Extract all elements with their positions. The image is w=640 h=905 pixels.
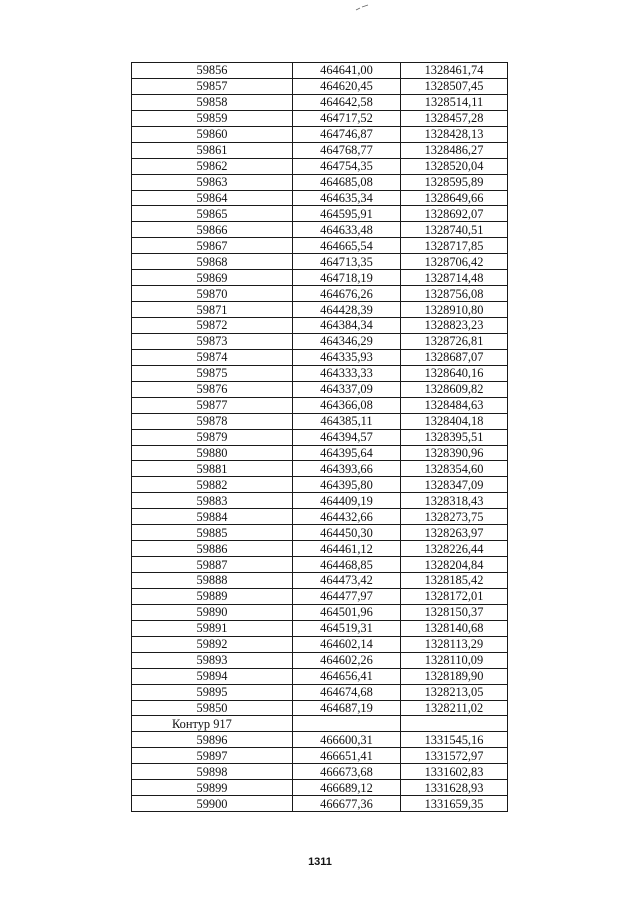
x-coordinate-cell: 464641,00 bbox=[293, 63, 401, 79]
table-row bbox=[132, 63, 508, 79]
point-id-cell: 59875 bbox=[132, 365, 293, 381]
x-coordinate-cell: 464713,35 bbox=[293, 254, 401, 270]
y-coordinate-cell: 1328395,51 bbox=[401, 429, 508, 445]
y-coordinate-cell: 1328263,97 bbox=[401, 525, 508, 541]
point-id-cell: 59891 bbox=[132, 620, 293, 636]
point-id-cell: 59883 bbox=[132, 493, 293, 509]
x-coordinate-cell: 464394,57 bbox=[293, 429, 401, 445]
y-coordinate-cell: 1331602,83 bbox=[401, 764, 508, 780]
table-row bbox=[132, 429, 508, 445]
y-coordinate-cell: 1328514,11 bbox=[401, 94, 508, 110]
x-coordinate-cell: 464768,77 bbox=[293, 142, 401, 158]
table-row bbox=[132, 238, 508, 254]
x-coordinate-cell: 464718,19 bbox=[293, 270, 401, 286]
x-coordinate-cell: 464746,87 bbox=[293, 126, 401, 142]
point-id-cell: 59886 bbox=[132, 541, 293, 557]
x-coordinate-cell: 464468,85 bbox=[293, 557, 401, 573]
table-row bbox=[132, 748, 508, 764]
point-id-cell: 59896 bbox=[132, 732, 293, 748]
x-coordinate-cell: 466673,68 bbox=[293, 764, 401, 780]
point-id-cell: 59857 bbox=[132, 78, 293, 94]
table-row bbox=[132, 780, 508, 796]
y-coordinate-cell: 1328226,44 bbox=[401, 541, 508, 557]
point-id-cell: 59872 bbox=[132, 318, 293, 334]
point-id-cell: 59869 bbox=[132, 270, 293, 286]
x-coordinate-cell: 464385,11 bbox=[293, 413, 401, 429]
table-row bbox=[132, 588, 508, 604]
x-coordinate-cell: 464366,08 bbox=[293, 397, 401, 413]
table-row bbox=[132, 302, 508, 318]
table-row bbox=[132, 732, 508, 748]
y-coordinate-cell: 1328486,27 bbox=[401, 142, 508, 158]
table-row bbox=[132, 573, 508, 589]
table-row bbox=[132, 636, 508, 652]
y-coordinate-cell: 1328273,75 bbox=[401, 509, 508, 525]
point-id-cell: 59870 bbox=[132, 286, 293, 302]
table-row bbox=[132, 222, 508, 238]
table-row bbox=[132, 413, 508, 429]
table-row bbox=[132, 174, 508, 190]
table-row bbox=[132, 78, 508, 94]
point-id-cell: 59889 bbox=[132, 588, 293, 604]
point-id-cell: 59878 bbox=[132, 413, 293, 429]
point-id-cell: 59884 bbox=[132, 509, 293, 525]
table-row bbox=[132, 700, 508, 716]
x-coordinate-cell: 466689,12 bbox=[293, 780, 401, 796]
y-coordinate-cell: 1328110,09 bbox=[401, 652, 508, 668]
x-coordinate-cell: 464687,19 bbox=[293, 700, 401, 716]
point-id-cell: 59887 bbox=[132, 557, 293, 573]
table-row bbox=[132, 509, 508, 525]
point-id-cell: 59893 bbox=[132, 652, 293, 668]
table-row bbox=[132, 445, 508, 461]
y-coordinate-cell: 1328461,74 bbox=[401, 63, 508, 79]
point-id-cell: 59894 bbox=[132, 668, 293, 684]
x-coordinate-cell: 464432,66 bbox=[293, 509, 401, 525]
point-id-cell: 59880 bbox=[132, 445, 293, 461]
x-coordinate-cell: 464461,12 bbox=[293, 541, 401, 557]
page-number: 1311 bbox=[308, 856, 332, 868]
point-id-cell: 59867 bbox=[132, 238, 293, 254]
y-coordinate-cell: 1328213,05 bbox=[401, 684, 508, 700]
point-id-cell: 59881 bbox=[132, 461, 293, 477]
x-coordinate-cell: 464602,14 bbox=[293, 636, 401, 652]
point-id-cell: 59888 bbox=[132, 573, 293, 589]
x-coordinate-cell: 464501,96 bbox=[293, 604, 401, 620]
y-coordinate-cell: 1331659,35 bbox=[401, 796, 508, 812]
table-row bbox=[132, 190, 508, 206]
scan-mark-icon bbox=[355, 4, 369, 12]
contour-label: Контур 917 bbox=[132, 716, 293, 732]
table-row bbox=[132, 270, 508, 286]
point-id-cell: 59861 bbox=[132, 142, 293, 158]
y-coordinate-cell: 1328520,04 bbox=[401, 158, 508, 174]
y-coordinate-cell: 1328318,43 bbox=[401, 493, 508, 509]
coordinates-table-body bbox=[132, 63, 508, 812]
table-row bbox=[132, 110, 508, 126]
x-coordinate-cell: 464450,30 bbox=[293, 525, 401, 541]
table-row bbox=[132, 525, 508, 541]
y-coordinate-cell: 1328204,84 bbox=[401, 557, 508, 573]
point-id-cell: 59873 bbox=[132, 333, 293, 349]
y-coordinate-cell: 1328140,68 bbox=[401, 620, 508, 636]
table-row bbox=[132, 796, 508, 812]
table-row bbox=[132, 318, 508, 334]
y-coordinate-cell: 1328211,02 bbox=[401, 700, 508, 716]
y-coordinate-cell: 1331572,97 bbox=[401, 748, 508, 764]
y-coordinate-cell: 1328484,63 bbox=[401, 397, 508, 413]
table-row bbox=[132, 668, 508, 684]
point-id-cell: 59865 bbox=[132, 206, 293, 222]
point-id-cell: 59874 bbox=[132, 349, 293, 365]
x-coordinate-cell: 464393,66 bbox=[293, 461, 401, 477]
table-row bbox=[132, 286, 508, 302]
point-id-cell: 59897 bbox=[132, 748, 293, 764]
y-coordinate-cell: 1328347,09 bbox=[401, 477, 508, 493]
point-id-cell: 59859 bbox=[132, 110, 293, 126]
table-row bbox=[132, 158, 508, 174]
point-id-cell: 59882 bbox=[132, 477, 293, 493]
y-coordinate-cell: 1328595,89 bbox=[401, 174, 508, 190]
x-coordinate-cell: 464620,45 bbox=[293, 78, 401, 94]
x-coordinate-cell: 464642,58 bbox=[293, 94, 401, 110]
x-coordinate-cell: 464477,97 bbox=[293, 588, 401, 604]
y-coordinate-cell: 1328507,45 bbox=[401, 78, 508, 94]
table-row bbox=[132, 684, 508, 700]
y-coordinate-cell: 1328740,51 bbox=[401, 222, 508, 238]
y-coordinate-cell: 1328706,42 bbox=[401, 254, 508, 270]
x-coordinate-cell: 464676,26 bbox=[293, 286, 401, 302]
x-coordinate-cell: 464333,33 bbox=[293, 365, 401, 381]
table-row bbox=[132, 254, 508, 270]
x-coordinate-cell: 464409,19 bbox=[293, 493, 401, 509]
x-coordinate-cell: 464685,08 bbox=[293, 174, 401, 190]
y-coordinate-cell: 1328823,23 bbox=[401, 318, 508, 334]
y-coordinate-cell: 1328910,80 bbox=[401, 302, 508, 318]
table-row bbox=[132, 764, 508, 780]
point-id-cell: 59850 bbox=[132, 700, 293, 716]
table-row bbox=[132, 477, 508, 493]
point-id-cell: 59862 bbox=[132, 158, 293, 174]
y-coordinate-cell: 1328457,28 bbox=[401, 110, 508, 126]
x-coordinate-cell: 464395,80 bbox=[293, 477, 401, 493]
y-coordinate-cell: 1328185,42 bbox=[401, 573, 508, 589]
x-coordinate-cell: 464335,93 bbox=[293, 349, 401, 365]
y-coordinate-cell: 1328649,66 bbox=[401, 190, 508, 206]
table-row bbox=[132, 126, 508, 142]
point-id-cell: 59876 bbox=[132, 381, 293, 397]
y-coordinate-cell: 1328756,08 bbox=[401, 286, 508, 302]
table-row bbox=[132, 381, 508, 397]
y-coordinate-cell: 1328692,07 bbox=[401, 206, 508, 222]
y-coordinate-cell: 1328609,82 bbox=[401, 381, 508, 397]
y-coordinate-cell: 1331545,16 bbox=[401, 732, 508, 748]
x-coordinate-cell: 464519,31 bbox=[293, 620, 401, 636]
y-coordinate-cell: 1328172,01 bbox=[401, 588, 508, 604]
empty-cell bbox=[293, 716, 401, 732]
point-id-cell: 59890 bbox=[132, 604, 293, 620]
x-coordinate-cell: 464674,68 bbox=[293, 684, 401, 700]
table-row bbox=[132, 349, 508, 365]
y-coordinate-cell: 1328390,96 bbox=[401, 445, 508, 461]
table-row bbox=[132, 557, 508, 573]
table-row bbox=[132, 365, 508, 381]
x-coordinate-cell: 466600,31 bbox=[293, 732, 401, 748]
table-row bbox=[132, 333, 508, 349]
point-id-cell: 59900 bbox=[132, 796, 293, 812]
x-coordinate-cell: 464602,26 bbox=[293, 652, 401, 668]
point-id-cell: 59898 bbox=[132, 764, 293, 780]
table-row bbox=[132, 397, 508, 413]
y-coordinate-cell: 1328714,48 bbox=[401, 270, 508, 286]
point-id-cell: 59895 bbox=[132, 684, 293, 700]
x-coordinate-cell: 464665,54 bbox=[293, 238, 401, 254]
x-coordinate-cell: 464595,91 bbox=[293, 206, 401, 222]
point-id-cell: 59864 bbox=[132, 190, 293, 206]
table-row bbox=[132, 604, 508, 620]
point-id-cell: 59871 bbox=[132, 302, 293, 318]
x-coordinate-cell: 464428,39 bbox=[293, 302, 401, 318]
x-coordinate-cell: 464337,09 bbox=[293, 381, 401, 397]
x-coordinate-cell: 464635,34 bbox=[293, 190, 401, 206]
point-id-cell: 59877 bbox=[132, 397, 293, 413]
x-coordinate-cell: 464633,48 bbox=[293, 222, 401, 238]
y-coordinate-cell: 1328404,18 bbox=[401, 413, 508, 429]
x-coordinate-cell: 464384,34 bbox=[293, 318, 401, 334]
table-row bbox=[132, 620, 508, 636]
y-coordinate-cell: 1328717,85 bbox=[401, 238, 508, 254]
y-coordinate-cell: 1328640,16 bbox=[401, 365, 508, 381]
point-id-cell: 59856 bbox=[132, 63, 293, 79]
point-id-cell: 59892 bbox=[132, 636, 293, 652]
table-row bbox=[132, 461, 508, 477]
point-id-cell: 59879 bbox=[132, 429, 293, 445]
point-id-cell: 59858 bbox=[132, 94, 293, 110]
y-coordinate-cell: 1328113,29 bbox=[401, 636, 508, 652]
y-coordinate-cell: 1328726,81 bbox=[401, 333, 508, 349]
y-coordinate-cell: 1328428,13 bbox=[401, 126, 508, 142]
x-coordinate-cell: 464473,42 bbox=[293, 573, 401, 589]
point-id-cell: 59868 bbox=[132, 254, 293, 270]
table-row bbox=[132, 206, 508, 222]
coordinates-table bbox=[131, 62, 508, 812]
point-id-cell: 59885 bbox=[132, 525, 293, 541]
x-coordinate-cell: 464717,52 bbox=[293, 110, 401, 126]
x-coordinate-cell: 464395,64 bbox=[293, 445, 401, 461]
y-coordinate-cell: 1331628,93 bbox=[401, 780, 508, 796]
y-coordinate-cell: 1328150,37 bbox=[401, 604, 508, 620]
table-row bbox=[132, 94, 508, 110]
x-coordinate-cell: 464754,35 bbox=[293, 158, 401, 174]
point-id-cell: 59866 bbox=[132, 222, 293, 238]
contour-row bbox=[132, 716, 508, 732]
x-coordinate-cell: 464346,29 bbox=[293, 333, 401, 349]
empty-cell bbox=[401, 716, 508, 732]
y-coordinate-cell: 1328354,60 bbox=[401, 461, 508, 477]
y-coordinate-cell: 1328189,90 bbox=[401, 668, 508, 684]
x-coordinate-cell: 466677,36 bbox=[293, 796, 401, 812]
point-id-cell: 59863 bbox=[132, 174, 293, 190]
table-row bbox=[132, 652, 508, 668]
table-row bbox=[132, 142, 508, 158]
y-coordinate-cell: 1328687,07 bbox=[401, 349, 508, 365]
point-id-cell: 59899 bbox=[132, 780, 293, 796]
x-coordinate-cell: 466651,41 bbox=[293, 748, 401, 764]
table-row bbox=[132, 493, 508, 509]
point-id-cell: 59860 bbox=[132, 126, 293, 142]
x-coordinate-cell: 464656,41 bbox=[293, 668, 401, 684]
table-row bbox=[132, 541, 508, 557]
